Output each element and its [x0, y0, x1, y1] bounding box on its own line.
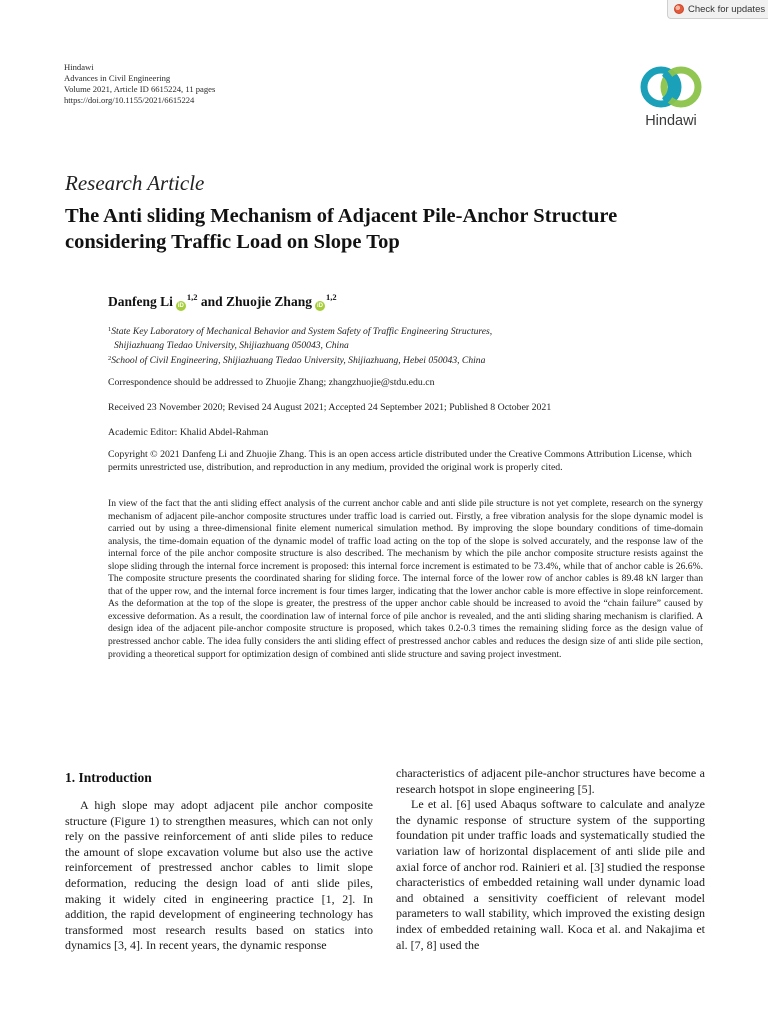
check-for-updates-label: Check for updates	[688, 3, 766, 15]
doi-link[interactable]: https://doi.org/10.1155/2021/6615224	[64, 95, 195, 105]
article-type: Research Article	[65, 171, 205, 195]
journal-header	[64, 62, 215, 106]
body-column-right	[396, 766, 705, 953]
affiliation-2	[108, 352, 708, 368]
affiliation-text: School of Civil Engineering, Shijiazhuang Tiedao University, Shijiazhuang, Hebei 050043, China	[111, 355, 486, 366]
body-column-left	[65, 798, 373, 954]
author-affiliation: 1,2	[186, 292, 198, 302]
copyright-notice: Copyright © 2021 Danfeng Li and Zhuojie Zhang. This is an open access article distributed under the Creative Commons Attribution License, which permits unrestricted use, distribution, and reproduction in any medium, provided the original work is properly cited.	[108, 449, 692, 473]
author-line	[108, 292, 337, 311]
hindawi-logo-icon	[633, 63, 709, 113]
body-paragraph: Le et al. [6] used Abaqus software to calculate and analyze the dynamic response of structure system of the supporting foundation pit under traffic loads and systematically studied the variation law of horizontal displacement of anti slide pile and axial force of anchor rod. Rainieri et al. [3] studied the response characteristics of embedded retaining wall under dynamic load and obtained a sensitivity coefficient of relevant model parameters to wall stability, which improved the existing design index of embedded retaining wall. Koca et al. and Nakajima et al. [7, 8] used the	[396, 797, 705, 952]
journal-name: Advances in Civil Engineering	[64, 73, 171, 83]
affiliation-number: 1	[108, 326, 112, 333]
affiliations	[108, 323, 708, 368]
hindawi-logo	[633, 63, 709, 133]
author-affiliation: 1,2	[325, 292, 337, 302]
affiliation-text: State Key Laboratory of Mechanical Behavior and System Safety of Traffic Engineering Structures,	[111, 326, 493, 337]
publisher-name: Hindawi	[64, 62, 94, 72]
academic-editor: Academic Editor: Khalid Abdel-Rahman	[108, 427, 269, 438]
volume-line: Volume 2021, Article ID 6615224, 11 pages	[64, 84, 216, 94]
affiliation-number: 2	[108, 355, 112, 362]
abstract: In view of the fact that the anti sliding effect analysis of the current anchor cable and anti slide pile structure is not yet complete, research on the synergy mechanism of adjacent pile-anchor composite structures under traffic load is carried out. Firstly, a free vibration analysis for the slope dynamic model is carried out by using a three-dimensional finite element numerical simulation method. By improving the slope boundary conditions of time-domain analysis, the time-domain equation of the dynamic model of traffic load acting on the top of the slope is solved accurately, and the response law of the internal force of the pile anchor composite structure is also described. The mechanism by which the pile anchor composite structure resists against the slope sliding through the internal force increment is proposed: this internal force increment is estimated to be 73.4%, while that of anchor cable is 26.6%. The composite structure presents the coordinated sharing for sliding force. The internal force of the lower row of anchor cables is 89.48 kN larger than that of the upper row, and the internal force increment is four times larger, indicating that the lower anchor cable is more effective in slope reinforcement. As the deformation at the top of the slope is greater, the prestress of the upper anchor cable should be increased to avoid the “chain failure” caused by excessive deformation. As a result, the coordination law of internal force of pile anchor is revealed, and the anti sliding sharing mechanism is clarified. A design idea of the adjacent pile-anchor composite structure is proposed, which takes 0.2-0.3 times the remaining sliding force as the design value of prestressed anchor cable. The idea fully considers the anti sliding effect of prestressed anchor cables and reduces the design size of anti slide pile section, providing a theoretical support for optimization design of combined anti slide structure and saving project investment.	[108, 498, 703, 660]
correspondence: Correspondence should be addressed to Zhuojie Zhang; zhangzhuojie@stdu.edu.cn	[108, 377, 435, 388]
orcid-icon[interactable]: iD	[177, 303, 184, 309]
article-title: The Anti sliding Mechanism of Adjacent Pile-Anchor Structure considering Traffic Load on Slope Top	[65, 205, 618, 253]
body-paragraph: characteristics of adjacent pile-anchor structures have become a research hotspot in slope engineering [5].	[396, 766, 705, 796]
orcid-icon[interactable]: iD	[316, 303, 323, 309]
affiliation-1	[108, 323, 708, 339]
author-name[interactable]: Danfeng Li	[108, 294, 173, 309]
affiliation-1-cont: Shijiazhuang Tiedao University, Shijiazhuang 050043, China	[114, 339, 349, 351]
publication-dates: Received 23 November 2020; Revised 24 August 2021; Accepted 24 September 2021; Published 8 October 2021	[108, 402, 552, 413]
check-for-updates-button[interactable]	[667, 0, 768, 19]
crossmark-icon	[674, 4, 684, 14]
author-name[interactable]: Zhuojie Zhang	[226, 294, 312, 309]
logo-wordmark: Hindawi	[645, 113, 697, 129]
section-heading: 1. Introduction	[65, 770, 152, 785]
body-paragraph: A high slope may adopt adjacent pile anchor composite structure (Figure 1) to strengthen measures, which can not only rely on the passive reinforcement of anti slide piles to reduce the amount of slope excavation volume but also use the active reinforcement of prestressed anchor cables to limit slope deformation, reducing the design load of anti slide piles, making it widely cited in engineering practice [1, 2]. In addition, the rapid development of engineering technology has transformed most research results based on statics into dynamics [3, 4]. In recent years, the dynamic response	[65, 798, 373, 953]
author-joiner: and	[197, 294, 227, 309]
